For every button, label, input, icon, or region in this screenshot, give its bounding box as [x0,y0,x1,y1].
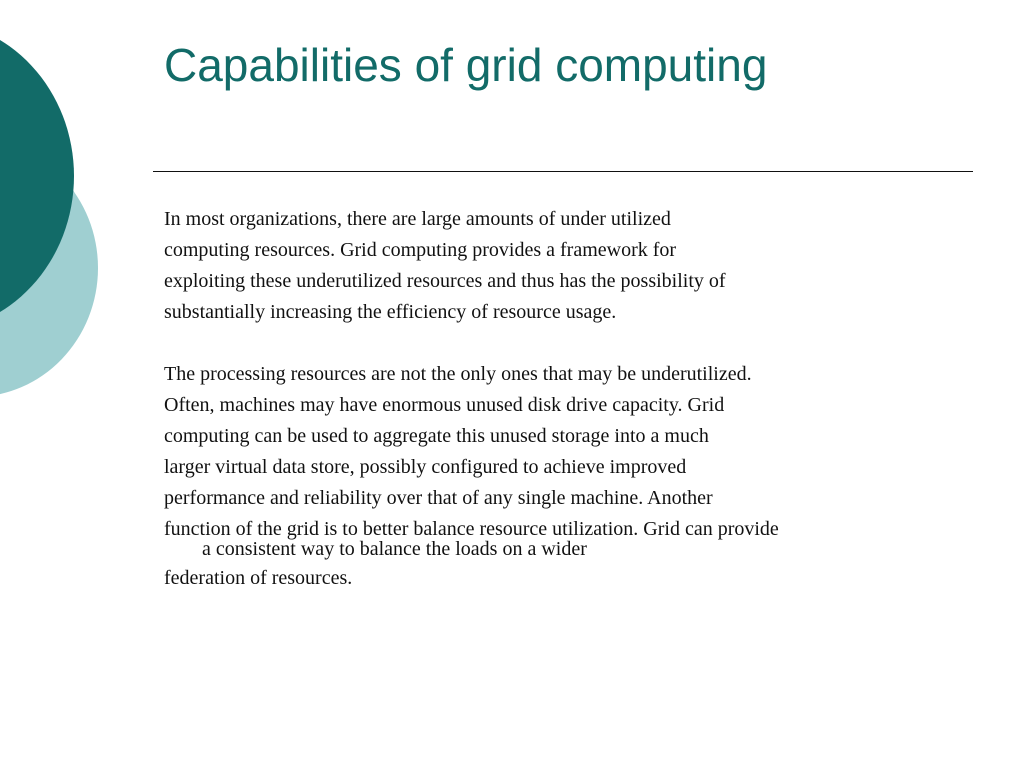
paragraph-2-line-8: federation of resources. [164,567,353,589]
paragraph-spacer [164,328,974,359]
paragraph-2 [164,359,974,594]
paragraph-2-line-4: larger virtual data store, possibly configured to achieve improved [164,456,687,478]
slide-body [164,204,974,594]
paragraph-1 [164,204,974,328]
paragraph-2-line-6: function of the grid is to better balance resource utilization. Grid can provide [164,518,779,540]
paragraph-2-line-7: a consistent way to balance the loads on a wider [202,538,587,560]
paragraph-2-line-5: performance and reliability over that of any single machine. Another [164,487,713,509]
paragraph-1-line-2: computing resources. Grid computing provides a framework for [164,239,677,261]
paragraph-1-line-3: exploiting these underutilized resources and thus has the possibility of [164,270,726,292]
paragraph-2-line-1: The processing resources are not the only ones that may be underutilized. [164,363,752,385]
slide-title: Capabilities of grid computing [164,39,768,91]
title-divider [153,171,973,172]
paragraph-2-line-2: Often, machines may have enormous unused disk drive capacity. Grid [164,394,725,416]
paragraph-2-line-3: computing can be used to aggregate this unused storage into a much [164,425,709,447]
paragraph-1-line-1: In most organizations, there are large amounts of under utilized [164,208,671,230]
paragraph-1-line-4: substantially increasing the efficiency of resource usage. [164,301,617,323]
